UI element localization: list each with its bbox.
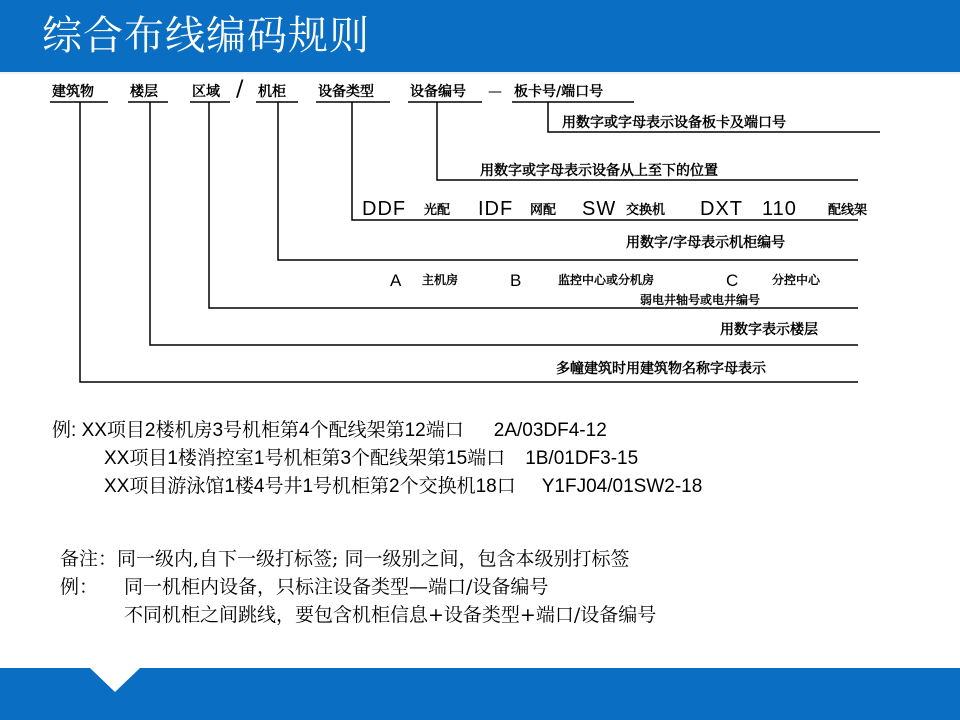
note-line: 不同机柜之间跳线，要包含机柜信息+设备类型+端口/设备编号 — [124, 604, 657, 626]
code-ddf-desc: 光配 — [424, 203, 451, 218]
desc-cabinet: 用数字/字母表示机柜编号 — [626, 235, 786, 251]
example-row — [52, 473, 702, 501]
example-row — [52, 417, 702, 445]
area-a-desc: 主机房 — [422, 273, 459, 287]
note-line — [60, 573, 656, 601]
example-code: 1B/01DF3-15 — [525, 448, 639, 469]
code-sw-desc: 交换机 — [626, 203, 666, 218]
header-floor: 楼层 — [130, 84, 158, 100]
header-board-port: 板卡号/端口号 — [514, 84, 604, 100]
header-area: 区域 — [192, 84, 220, 100]
code-110-desc: 配线架 — [828, 203, 868, 218]
diagram-headers — [52, 77, 603, 102]
area-b-desc: 监控中心或分机房 — [558, 273, 655, 287]
slide-title: 综合布线编码规则 — [42, 13, 370, 59]
example-code: Y1FJ04/01SW2-18 — [541, 476, 703, 497]
desc-building: 多幢建筑时用建筑物名称字母表示 — [556, 361, 766, 377]
header-slash: / — [236, 77, 244, 102]
area-b-letter: B — [510, 271, 523, 290]
area-c-desc: 分控中心 — [772, 273, 821, 287]
code-idf: IDF — [478, 198, 514, 220]
desc-device-no: 用数字或字母表示设备从上至下的位置 — [480, 163, 718, 179]
example-text: XX项目游泳馆1楼4号井1号机柜第2个交换机18口 — [104, 476, 516, 497]
code-idf-desc: 网配 — [530, 203, 557, 218]
examples-block — [52, 417, 702, 501]
header-device-type: 设备类型 — [318, 84, 374, 100]
note-example-text: 同一机柜内设备，只标注设备类型—端口/设备编号 — [124, 576, 549, 598]
header-device-no: 设备编号 — [410, 84, 466, 100]
code-dxt: DXT — [700, 198, 743, 220]
area-extra-desc: 弱电井轴号或电井编号 — [640, 293, 761, 307]
code-110: 110 — [762, 198, 797, 220]
note-line: 备注：同一级内,自下一级打标签; 同一级别之间，包含本级别打标签 — [60, 548, 630, 570]
header-dash: — — [488, 84, 502, 100]
header-building: 建筑物 — [52, 84, 94, 100]
example-text: XX项目1楼消控室1号机柜第3个配线架第15端口 — [104, 448, 506, 469]
code-sw: SW — [582, 198, 617, 220]
code-ddf: DDF — [362, 198, 407, 220]
example-code: 2A/03DF4-12 — [493, 420, 607, 441]
area-c-letter: C — [726, 271, 740, 290]
area-a-letter: A — [390, 271, 403, 290]
example-row — [52, 445, 702, 473]
footer-bar — [0, 668, 960, 720]
desc-board-port: 用数字或字母表示设备板卡及端口号 — [562, 115, 786, 131]
examples-label: 例: — [52, 420, 77, 441]
footer-notch — [90, 668, 140, 696]
title-divider — [0, 72, 960, 74]
coding-rule-diagram — [0, 76, 960, 396]
header-cabinet: 机柜 — [258, 84, 286, 100]
notes-block — [60, 545, 656, 629]
note-example-label: 例： — [60, 576, 99, 598]
device-type-codes — [362, 198, 867, 220]
desc-floor: 用数字表示楼层 — [720, 322, 818, 338]
example-text: XX项目2楼机房3号机柜第4个配线架第12端口 — [81, 420, 464, 441]
